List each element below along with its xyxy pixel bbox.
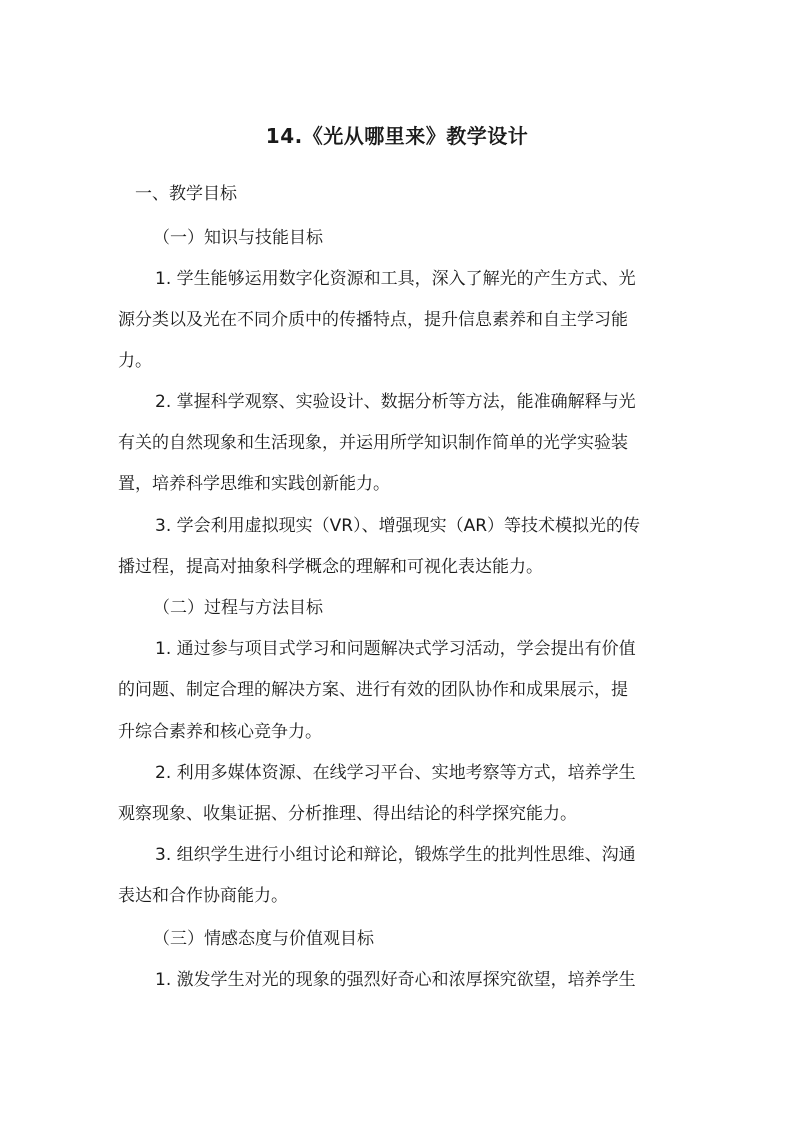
paragraph-line: 1. 通过参与项目式学习和问题解决式学习活动，学会提出有价值 [155, 639, 636, 659]
paragraph-line: 表达和合作协商能力。 [118, 886, 288, 906]
document-title: 14.《光从哪里来》教学设计 [265, 124, 529, 148]
paragraph-line: 2. 掌握科学观察、实验设计、数据分析等方法，能准确解释与光 [155, 392, 636, 412]
paragraph-line: 2. 利用多媒体资源、在线学习平台、实地考察等方式，培养学生 [155, 763, 636, 783]
subsection-heading-process-methods: （二）过程与方法目标 [153, 598, 323, 618]
paragraph-line: 升综合素养和核心竞争力。 [118, 722, 322, 742]
paragraph-line: 1. 学生能够运用数字化资源和工具，深入了解光的产生方式、光 [155, 269, 636, 289]
paragraph-line: 力。 [118, 351, 152, 371]
section-heading-teaching-goals: 一、教学目标 [135, 184, 237, 204]
paragraph-line: 源分类以及光在不同介质中的传播特点，提升信息素养和自主学习能 [118, 310, 628, 330]
paragraph-line: 置，培养科学思维和实践创新能力。 [118, 474, 390, 494]
paragraph-line: 3. 学会利用虚拟现实（VR）、增强现实（AR）等技术模拟光的传 [155, 516, 641, 536]
paragraph-line: 观察现象、收集证据、分析推理、得出结论的科学探究能力。 [118, 804, 577, 824]
paragraph-line: 播过程，提高对抽象科学概念的理解和可视化表达能力。 [118, 557, 543, 577]
subsection-heading-emotion-values: （三）情感态度与价值观目标 [153, 929, 374, 949]
paragraph-line: 有关的自然现象和生活现象，并运用所学知识制作简单的光学实验装 [118, 433, 628, 453]
paragraph-line: 3. 组织学生进行小组讨论和辩论，锻炼学生的批判性思维、沟通 [155, 845, 636, 865]
paragraph-line: 的问题、制定合理的解决方案、进行有效的团队协作和成果展示，提 [118, 680, 628, 700]
subsection-heading-knowledge-skills: （一）知识与技能目标 [153, 228, 323, 248]
paragraph-line: 1. 激发学生对光的现象的强烈好奇心和浓厚探究欲望，培养学生 [155, 970, 636, 990]
